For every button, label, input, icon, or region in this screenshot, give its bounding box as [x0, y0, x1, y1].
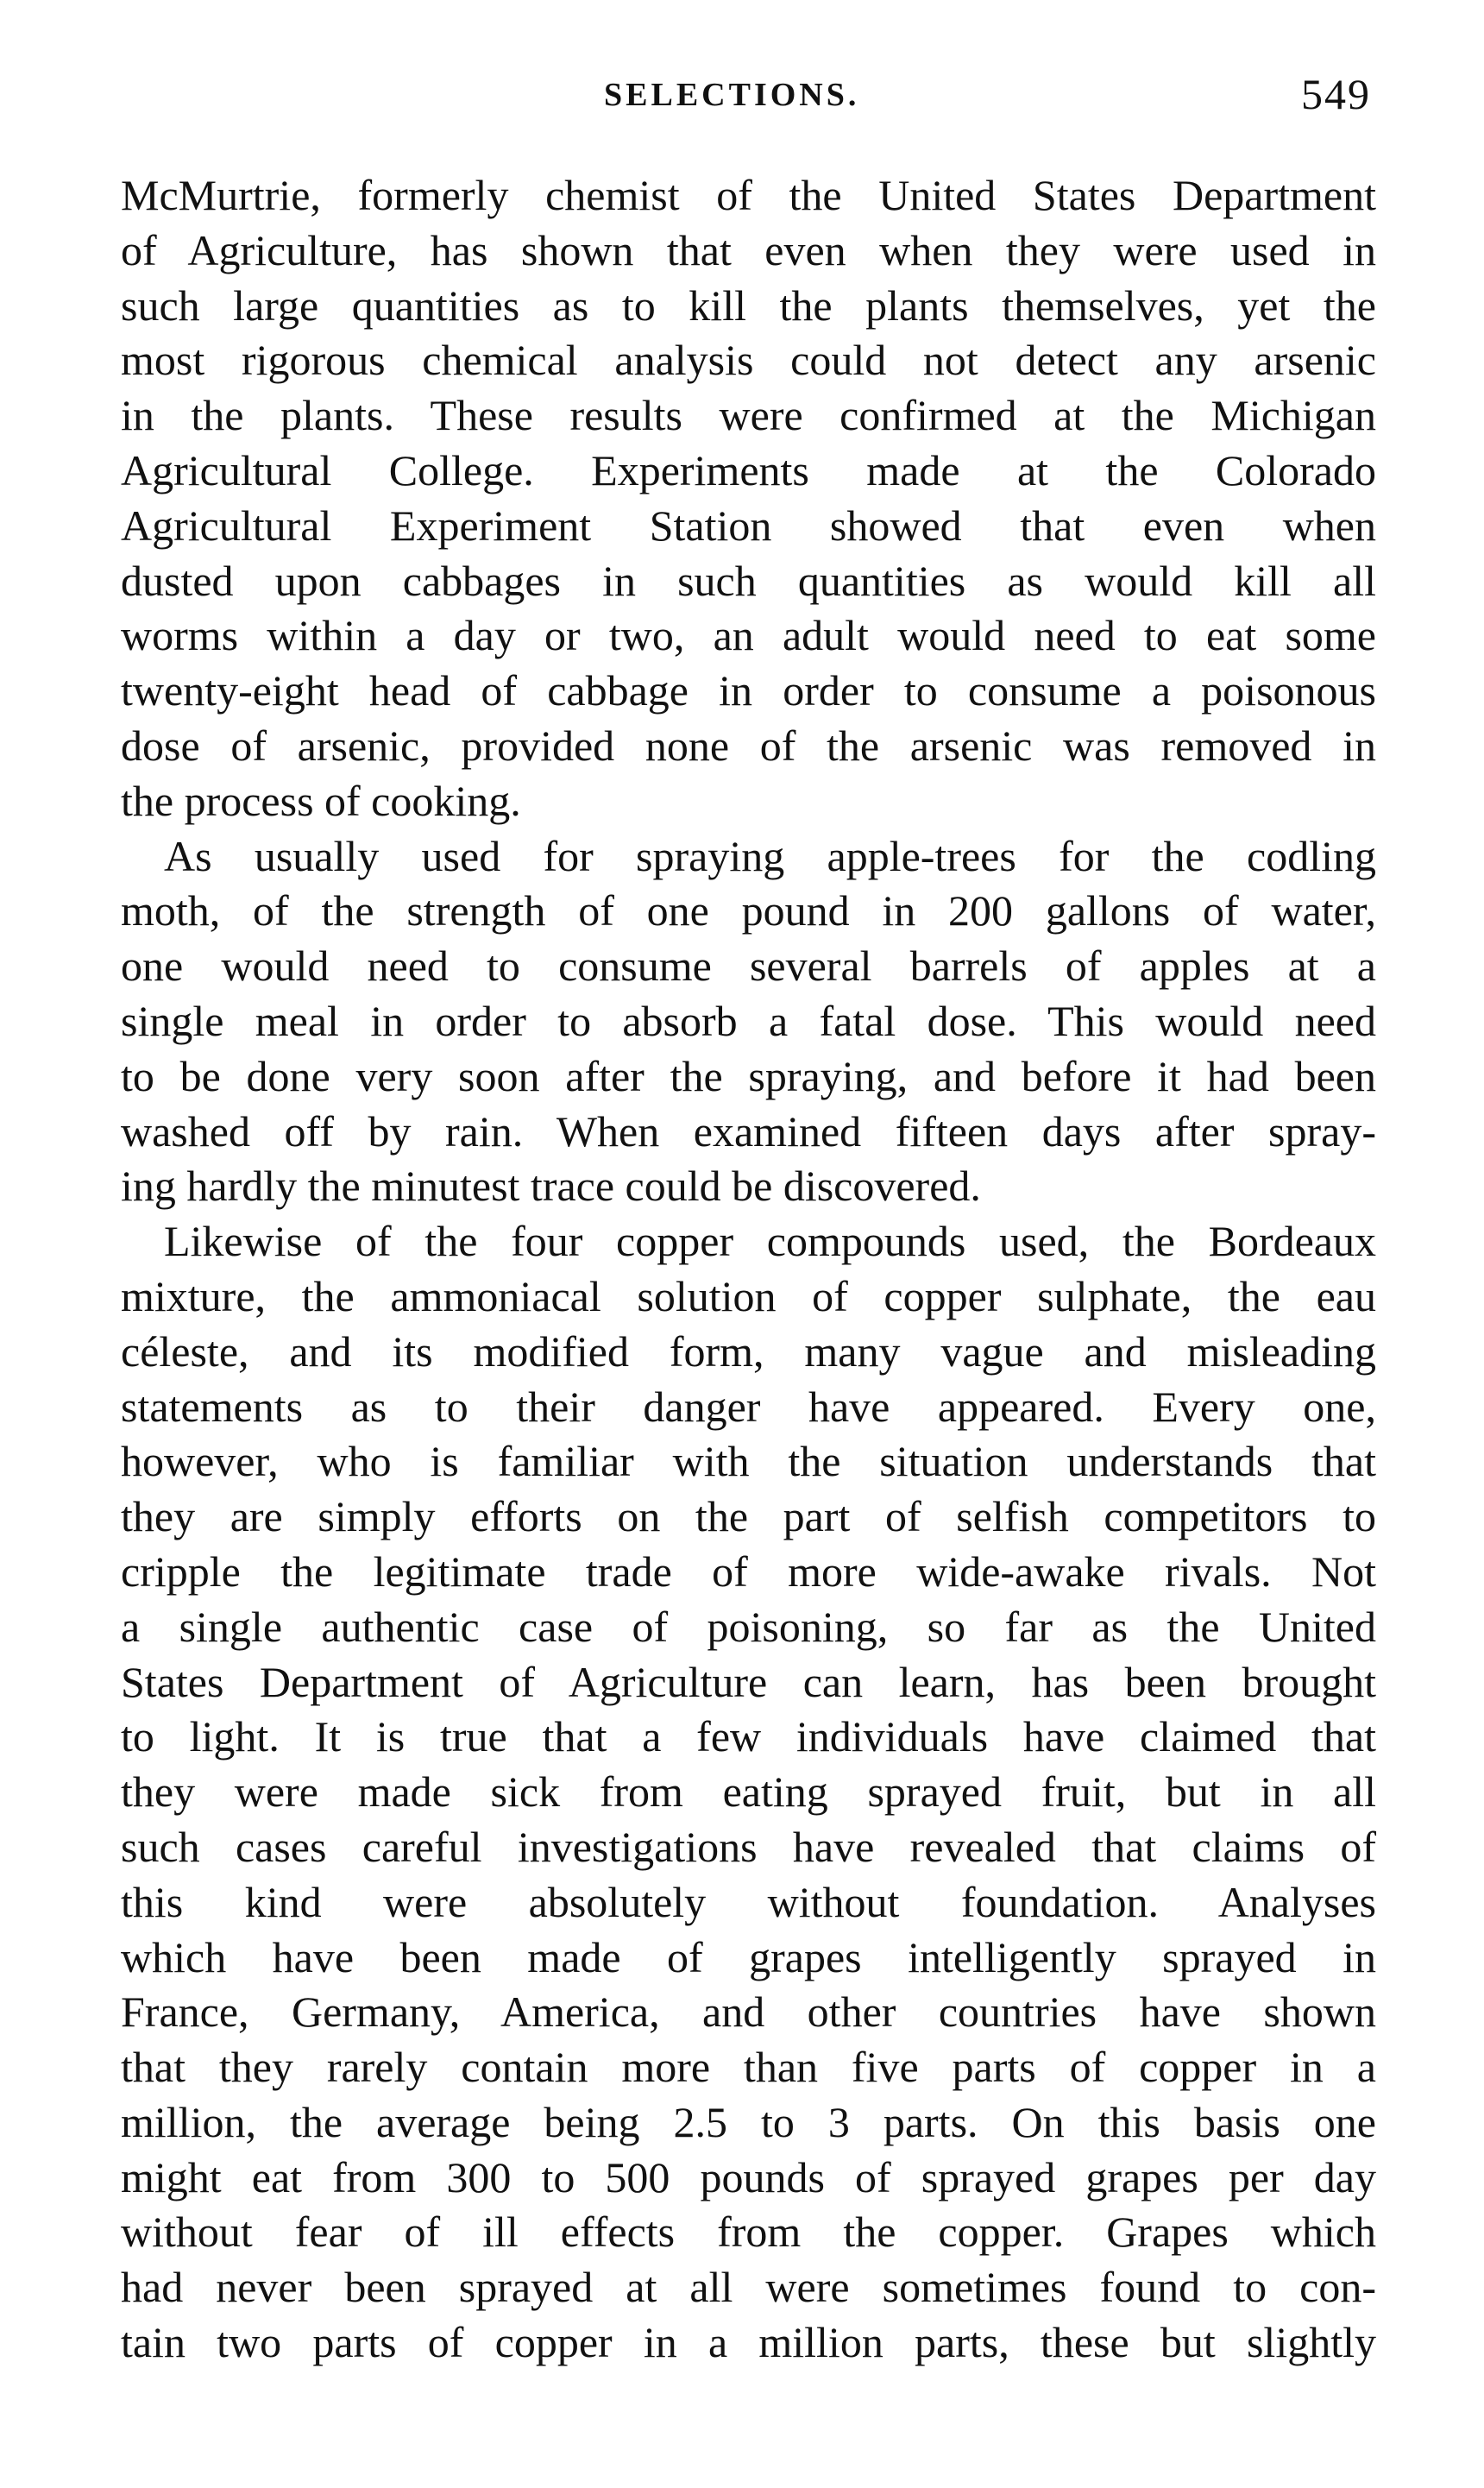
- text-line: Agricultural College. Experiments made at the Colorado: [121, 445, 1376, 494]
- text-line: twenty-eight head of cabbage in order to consume a poisonous: [121, 666, 1376, 715]
- text-line: single meal in order to absorb a fatal dose. This would need: [121, 996, 1376, 1045]
- running-title: SELECTIONS.: [604, 77, 860, 113]
- text-line: had never been sprayed at all were sometimes found to con-: [121, 2263, 1376, 2312]
- text-line: most rigorous chemical analysis could not detect any arsenic: [121, 336, 1376, 385]
- text-line: this kind were absolutely without foundation. Analyses: [121, 1877, 1376, 1926]
- text-line: statements as to their danger have appeared. Every one,: [121, 1382, 1376, 1431]
- text-line: million, the average being 2.5 to 3 parts. On this basis one: [121, 2097, 1376, 2146]
- text-line: As usually used for spraying apple-trees for the codling: [164, 831, 1376, 880]
- text-line: they were made sick from eating sprayed fruit, but in all: [121, 1767, 1376, 1817]
- text-line: without fear of ill effects from the copper. Grapes which: [121, 2208, 1376, 2257]
- text-line: Agricultural Experiment Station showed that even when: [121, 501, 1376, 550]
- running-header: [0, 70, 1484, 136]
- text-line: one would need to consume several barrels of apples at a: [121, 942, 1376, 991]
- text-line: worms within a day or two, an adult would need to eat some: [121, 611, 1376, 660]
- text-line: they are simply efforts on the part of selfish competitors to: [121, 1492, 1376, 1541]
- text-line: such large quantities as to kill the plants themselves, yet the: [121, 280, 1376, 330]
- text-line: ing hardly the minutest trace could be discovered.: [121, 1162, 981, 1211]
- text-line: to light. It is true that a few individuals have claimed that: [121, 1712, 1376, 1761]
- text-line: however, who is familiar with the situation understands that: [121, 1437, 1376, 1486]
- text-line: moth, of the strength of one pound in 200 gallons of water,: [121, 886, 1376, 935]
- page-number: 549: [1301, 70, 1371, 118]
- text-line: in the plants. These results were confirmed at the Michigan: [121, 391, 1376, 440]
- text-line: that they rarely contain more than five parts of copper in a: [121, 2043, 1376, 2092]
- text-line: which have been made of grapes intelligently sprayed in: [121, 1932, 1376, 1981]
- text-line: mixture, the ammoniacal solution of copper sulphate, the eau: [121, 1271, 1376, 1320]
- body-text: [121, 168, 1376, 2371]
- text-line: States Department of Agriculture can learn, has been brought: [121, 1657, 1376, 1706]
- text-line: céleste, and its modified form, many vague and misleading: [121, 1326, 1376, 1376]
- text-line: of Agriculture, has shown that even when they were used in: [121, 225, 1376, 274]
- text-line: washed off by rain. When examined fifteen days after spray-: [121, 1106, 1376, 1156]
- text-line: dose of arsenic, provided none of the arsenic was removed in: [121, 721, 1376, 770]
- text-line: France, Germany, America, and other countries have shown: [121, 1987, 1376, 2037]
- text-line: tain two parts of copper in a million parts, these but slightly: [121, 2318, 1376, 2367]
- text-line: to be done very soon after the spraying, and before it had been: [121, 1051, 1376, 1100]
- text-line: cripple the legitimate trade of more wide-awake rivals. Not: [121, 1546, 1376, 1596]
- paragraph-3: [121, 1214, 1376, 2371]
- text-line: such cases careful investigations have revealed that claims of: [121, 1822, 1376, 1871]
- text-line: might eat from 300 to 500 pounds of sprayed grapes per day: [121, 2152, 1376, 2201]
- text-line: McMurtrie, formerly chemist of the United States Department: [121, 171, 1376, 219]
- text-line: Likewise of the four copper compounds used, the Bordeaux: [164, 1217, 1376, 1266]
- paragraph-1: [121, 168, 1376, 829]
- paragraph-2: [121, 829, 1376, 1215]
- text-line: the process of cooking.: [121, 776, 521, 825]
- text-line: a single authentic case of poisoning, so far as the United: [121, 1602, 1376, 1651]
- text-line: dusted upon cabbages in such quantities as would kill all: [121, 556, 1376, 605]
